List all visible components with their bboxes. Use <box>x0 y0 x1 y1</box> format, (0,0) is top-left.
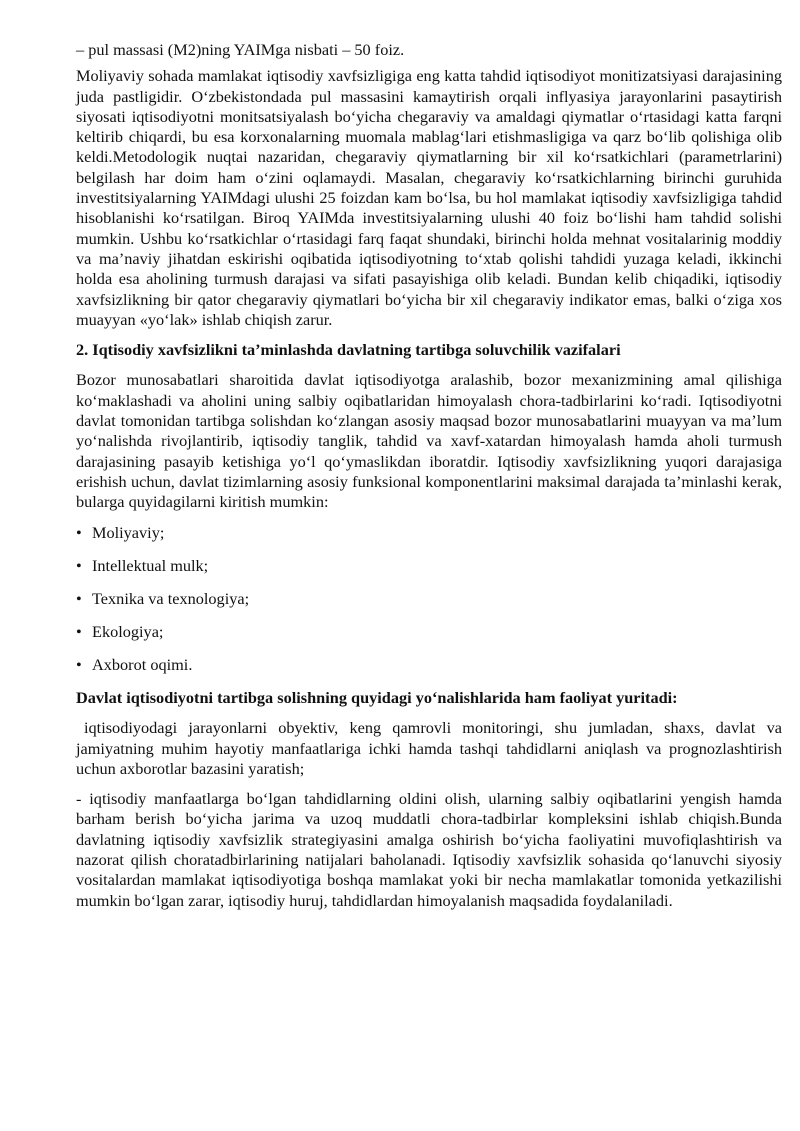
list-item: • Ekologiya; <box>76 621 164 641</box>
directions-heading: Davlat iqtisodiyotni tartibga solishning quyidagi yo‘nalishlarida ham faoliyat yuritadi: <box>76 688 678 707</box>
list-item: • Intellektual mulk; <box>76 555 209 575</box>
bullet-icon: • <box>76 588 82 608</box>
market-relations-paragraph: Bozor munosabatlari sharoitida davlat iqtisodiyotga aralashib, bozor mexanizmining amal qilishiga ko‘maklashadi va aholini uning salbiy oqibatlaridan himoyalash chora-tadbirlarini ko‘radi. Iqtisodiyotni davlat tomonidan tartibga solishdan ko‘zlangan asosiy maqsad bozor munosabatlarini muayyan va ma’lum yo‘nalishda rivojlantirib, iqtisodiy tanglik, tahdid va xavf-xatardan himoyalash hamda aholi turmush darajasining pasayib ketishiga yo‘l qo‘ymaslikdan iboratdir. Iqtisodiy xavfsizlikning yuqori darajasiga erishish uchun, davlat tizimlarning asosiy funksional komponentlarini maksimal darajada ta’minlashi kerak, bularga quyidagilarni kiritish mumkin: <box>76 370 782 512</box>
bullet-icon: • <box>76 654 82 674</box>
list-item: • Moliyaviy; <box>76 522 165 542</box>
m2-ratio-line: – pul massasi (M2)ning YAIMga nisbati – 50 foiz. <box>76 40 405 59</box>
list-item: • Axborot oqimi. <box>76 654 193 674</box>
list-item: • Texnika va texnologiya; <box>76 588 250 608</box>
bullet-icon: • <box>76 621 82 641</box>
document-page <box>76 40 782 921</box>
bullet-icon: • <box>76 522 82 542</box>
components-list <box>76 523 782 676</box>
monitoring-paragraph: iqtisodiyodagi jarayonlarni obyektiv, keng qamrovli monitoringi, shu jumladan, shaxs, davlat va jamiyatning muhim hayotiy manfaatlariga ichki hamda tashqi tahdidlarni aniqlash va prognozlashtirish uchun axborotlar bazasini yaratish; <box>76 718 782 778</box>
financial-sphere-paragraph: Moliyaviy sohada mamlakat iqtisodiy xavfsizligiga eng katta tahdid iqtisodiyot monitizatsiyasi darajasining juda pastligidir. O‘zbekistondada pul massasini kamaytirish orqali inflyasiya jarayonlarini pasaytirish siyosati iqtisodiyotni monitsatsiyalash bo‘yicha chegaraviy va amaldagi qiymatlar o‘rtasidagi katta farqni keltirib chiqardi, bu esa korxonalarning muomala mablag‘lari etishmasligiga va qarz bo‘lib qolishiga olib keldi.Metodologik nuqtai nazaridan, chegaraviy qiymatlarning bir xil ko‘rsatkichlari (parametrlarini) belgilash har doim ham o‘zini oqlamaydi. Masalan, chegaraviy ko‘rsatkichlarning birinchi guruhida investitsiyalarning YAIMdagi ulushi 25 foizdan kam bo‘lsa, bu hol mamlakat iqtisodiy xavfsizligiga tahdid hisoblanishi ko‘rsatilgan. Biroq YAIMda investitsiyalarning ulushi 40 foiz bo‘lishi ham tahdid solishi mumkin. Ushbu ko‘rsatkichlar o‘rtasidagi farq faqat shundaki, birinchi holda mehnat vositalarinig moddiy va ma’naviy jihatdan eskirishi oqibatida iqtisodiyotning to‘xtab qolishi tahdidi yuzaga keladi, ikkinchi holda esa aholining turmush darajasi va sifati pasayishiga olib keladi. Bundan kelib chiqadiki, iqtisodiy xavfsizlikning bir qator chegaraviy qiymatlari bo‘yicha bir xil chegaraviy indikator emas, balki o‘ziga xos muayyan «yo‘lak» ishlab chiqish zarur. <box>76 66 782 329</box>
bullet-icon: • <box>76 555 82 575</box>
section-heading-2: 2. Iqtisodiy xavfsizlikni ta’minlashda davlatning tartibga soluvchilik vazifalari <box>76 340 621 360</box>
threat-prevention-paragraph: - iqtisodiy manfaatlarga bo‘lgan tahdidlarning oldini olish, ularning salbiy oqibatlarini yengish hamda barham berish bo‘yicha jarima va uzoq muddatli chora-tadbirlar kompleksini ishlab chiqish.Bunda davlatning iqtisodiy xavfsizlik strategiyasini amalga oshirish bo‘yicha faoliyatini muvofiqlashtirish va nazorat qilish choratadbirlarining natijalari baholanadi. Iqtisodiy xavfsizlik sohasida qo‘lanuvchi siyosiy vositalardan mamlakat iqtisodiyotiga boshqa mamlakat yoki bir necha mamlakatlar tomonida yetkazilishi mumkin bo‘lgan zarar, iqtisodiy huruj, tahdidlardan himoyalanish maqsadida foydalaniladi. <box>76 789 782 910</box>
